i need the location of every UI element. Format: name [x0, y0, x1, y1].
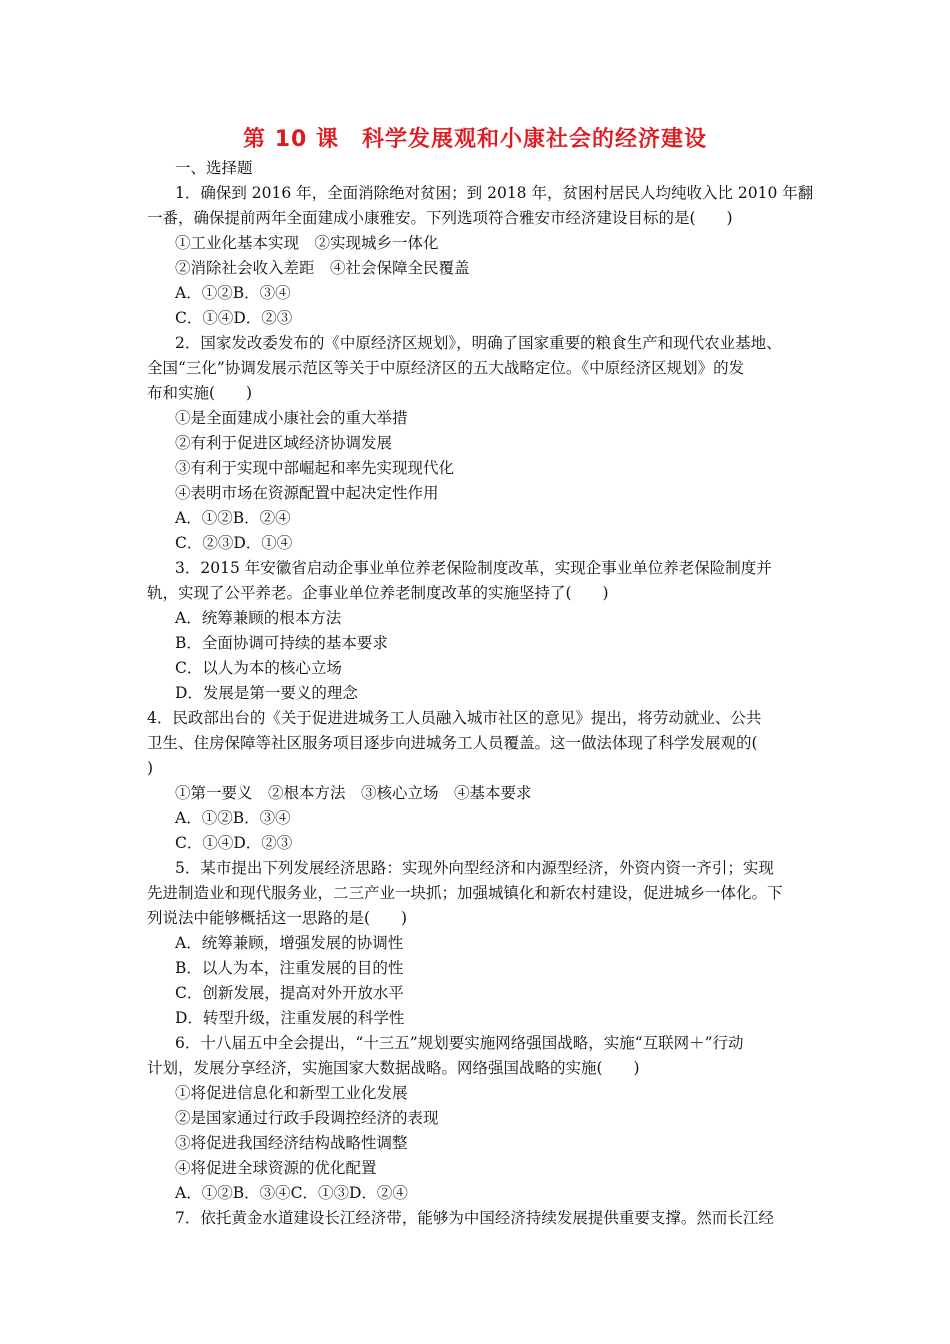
text-line: 一番，确保提前两年全面建成小康雅安。下列选项符合雅安市经济建设目标的是( ) — [147, 209, 733, 227]
text-line: ③有利于实现中部崛起和率先实现现代化 — [175, 459, 455, 477]
text-line: 3．2015 年安徽省启动企事业单位养老保险制度改革，实现企事业单位养老保险制度并 — [175, 559, 772, 577]
text-line: 全国“三化”协调发展示范区等关于中原经济区的五大战略定位。《中原经济区规划》的发 — [147, 359, 745, 377]
text-line: 先进制造业和现代服务业，二三产业一块抓；加强城镇化和新农村建设，促进城乡一体化。下 — [147, 884, 783, 902]
text-line: ②消除社会收入差距 ④社会保障全民覆盖 — [175, 259, 470, 277]
question-list — [147, 156, 814, 1231]
text-line: ①是全面建成小康社会的重大举措 — [175, 409, 408, 427]
text-line: ③将促进我国经济结构战略性调整 — [175, 1134, 408, 1152]
text-line: A．①②B．③④ — [175, 284, 291, 302]
lesson-title: 第 10 课 科学发展观和小康社会的经济建设 — [243, 127, 707, 152]
text-lines — [147, 181, 814, 1231]
text-line: ④表明市场在资源配置中起决定性作用 — [175, 484, 439, 502]
text-line: 计划，发展分享经济，实施国家大数据战略。网络强国战略的实施( ) — [147, 1059, 640, 1077]
text-line: ②有利于促进区域经济协调发展 — [175, 434, 393, 452]
text-line: ) — [147, 759, 154, 777]
text-line: A．①②B．②④ — [175, 509, 291, 527]
text-line: ④将促进全球资源的优化配置 — [175, 1159, 377, 1177]
text-line: ①工业化基本实现 ②实现城乡一体化 — [175, 234, 439, 252]
text-line: D．发展是第一要义的理念 — [175, 684, 358, 702]
text-line: ②是国家通过行政手段调控经济的表现 — [175, 1109, 439, 1127]
text-line: 4．民政部出台的《关于促进进城务工人员融入城市社区的意见》提出，将劳动就业、公共 — [147, 709, 762, 727]
text-line: C．②③D．①④ — [175, 534, 293, 552]
text-line: C．①④D．②③ — [175, 309, 293, 327]
text-line: 1．确保到 2016 年，全面消除绝对贫困；到 2018 年，贫困村居民人均纯收入比 2010 年翻 — [175, 184, 814, 202]
text-line: D．转型升级，注重发展的科学性 — [175, 1009, 405, 1027]
text-line: C．创新发展，提高对外开放水平 — [175, 984, 404, 1002]
text-line: A．统筹兼顾，增强发展的协调性 — [175, 934, 404, 952]
text-line: 列说法中能够概括这一思路的是( ) — [147, 909, 408, 927]
text-line: C．以人为本的核心立场 — [175, 659, 342, 677]
text-line: 7．依托黄金水道建设长江经济带，能够为中国经济持续发展提供重要支撑。然而长江经 — [175, 1209, 774, 1227]
text-line: A．①②B．③④ — [175, 809, 291, 827]
text-line: A．统筹兼顾的根本方法 — [175, 609, 342, 627]
text-line: A．①②B．③④C．①③D．②④ — [175, 1184, 408, 1202]
text-line: ①第一要义 ②根本方法 ③核心立场 ④基本要求 — [175, 784, 532, 802]
text-line: 2．国家发改委发布的《中原经济区规划》，明确了国家重要的粮食生产和现代农业基地、 — [175, 334, 782, 352]
text-line: 6．十八届五中全会提出，“十三五”规划要实施网络强国战略，实施“互联网＋”行动 — [175, 1034, 744, 1052]
text-line: 布和实施( ) — [147, 384, 253, 402]
text-line: 卫生、住房保障等社区服务项目逐步向进城务工人员覆盖。这一做法体现了科学发展观的( — [147, 734, 758, 752]
text-line: B．以人为本，注重发展的目的性 — [175, 959, 404, 977]
text-line: C．①④D．②③ — [175, 834, 293, 852]
text-line: ①将促进信息化和新型工业化发展 — [175, 1084, 408, 1102]
text-line: 5．某市提出下列发展经济思路：实现外向型经济和内源型经济，外资内资一齐引；实现 — [175, 859, 774, 877]
text-line: 轨，实现了公平养老。企事业单位养老制度改革的实施坚持了( ) — [147, 584, 609, 602]
section-heading: 一、选择题 — [175, 159, 253, 177]
text-line: B．全面协调可持续的基本要求 — [175, 634, 388, 652]
